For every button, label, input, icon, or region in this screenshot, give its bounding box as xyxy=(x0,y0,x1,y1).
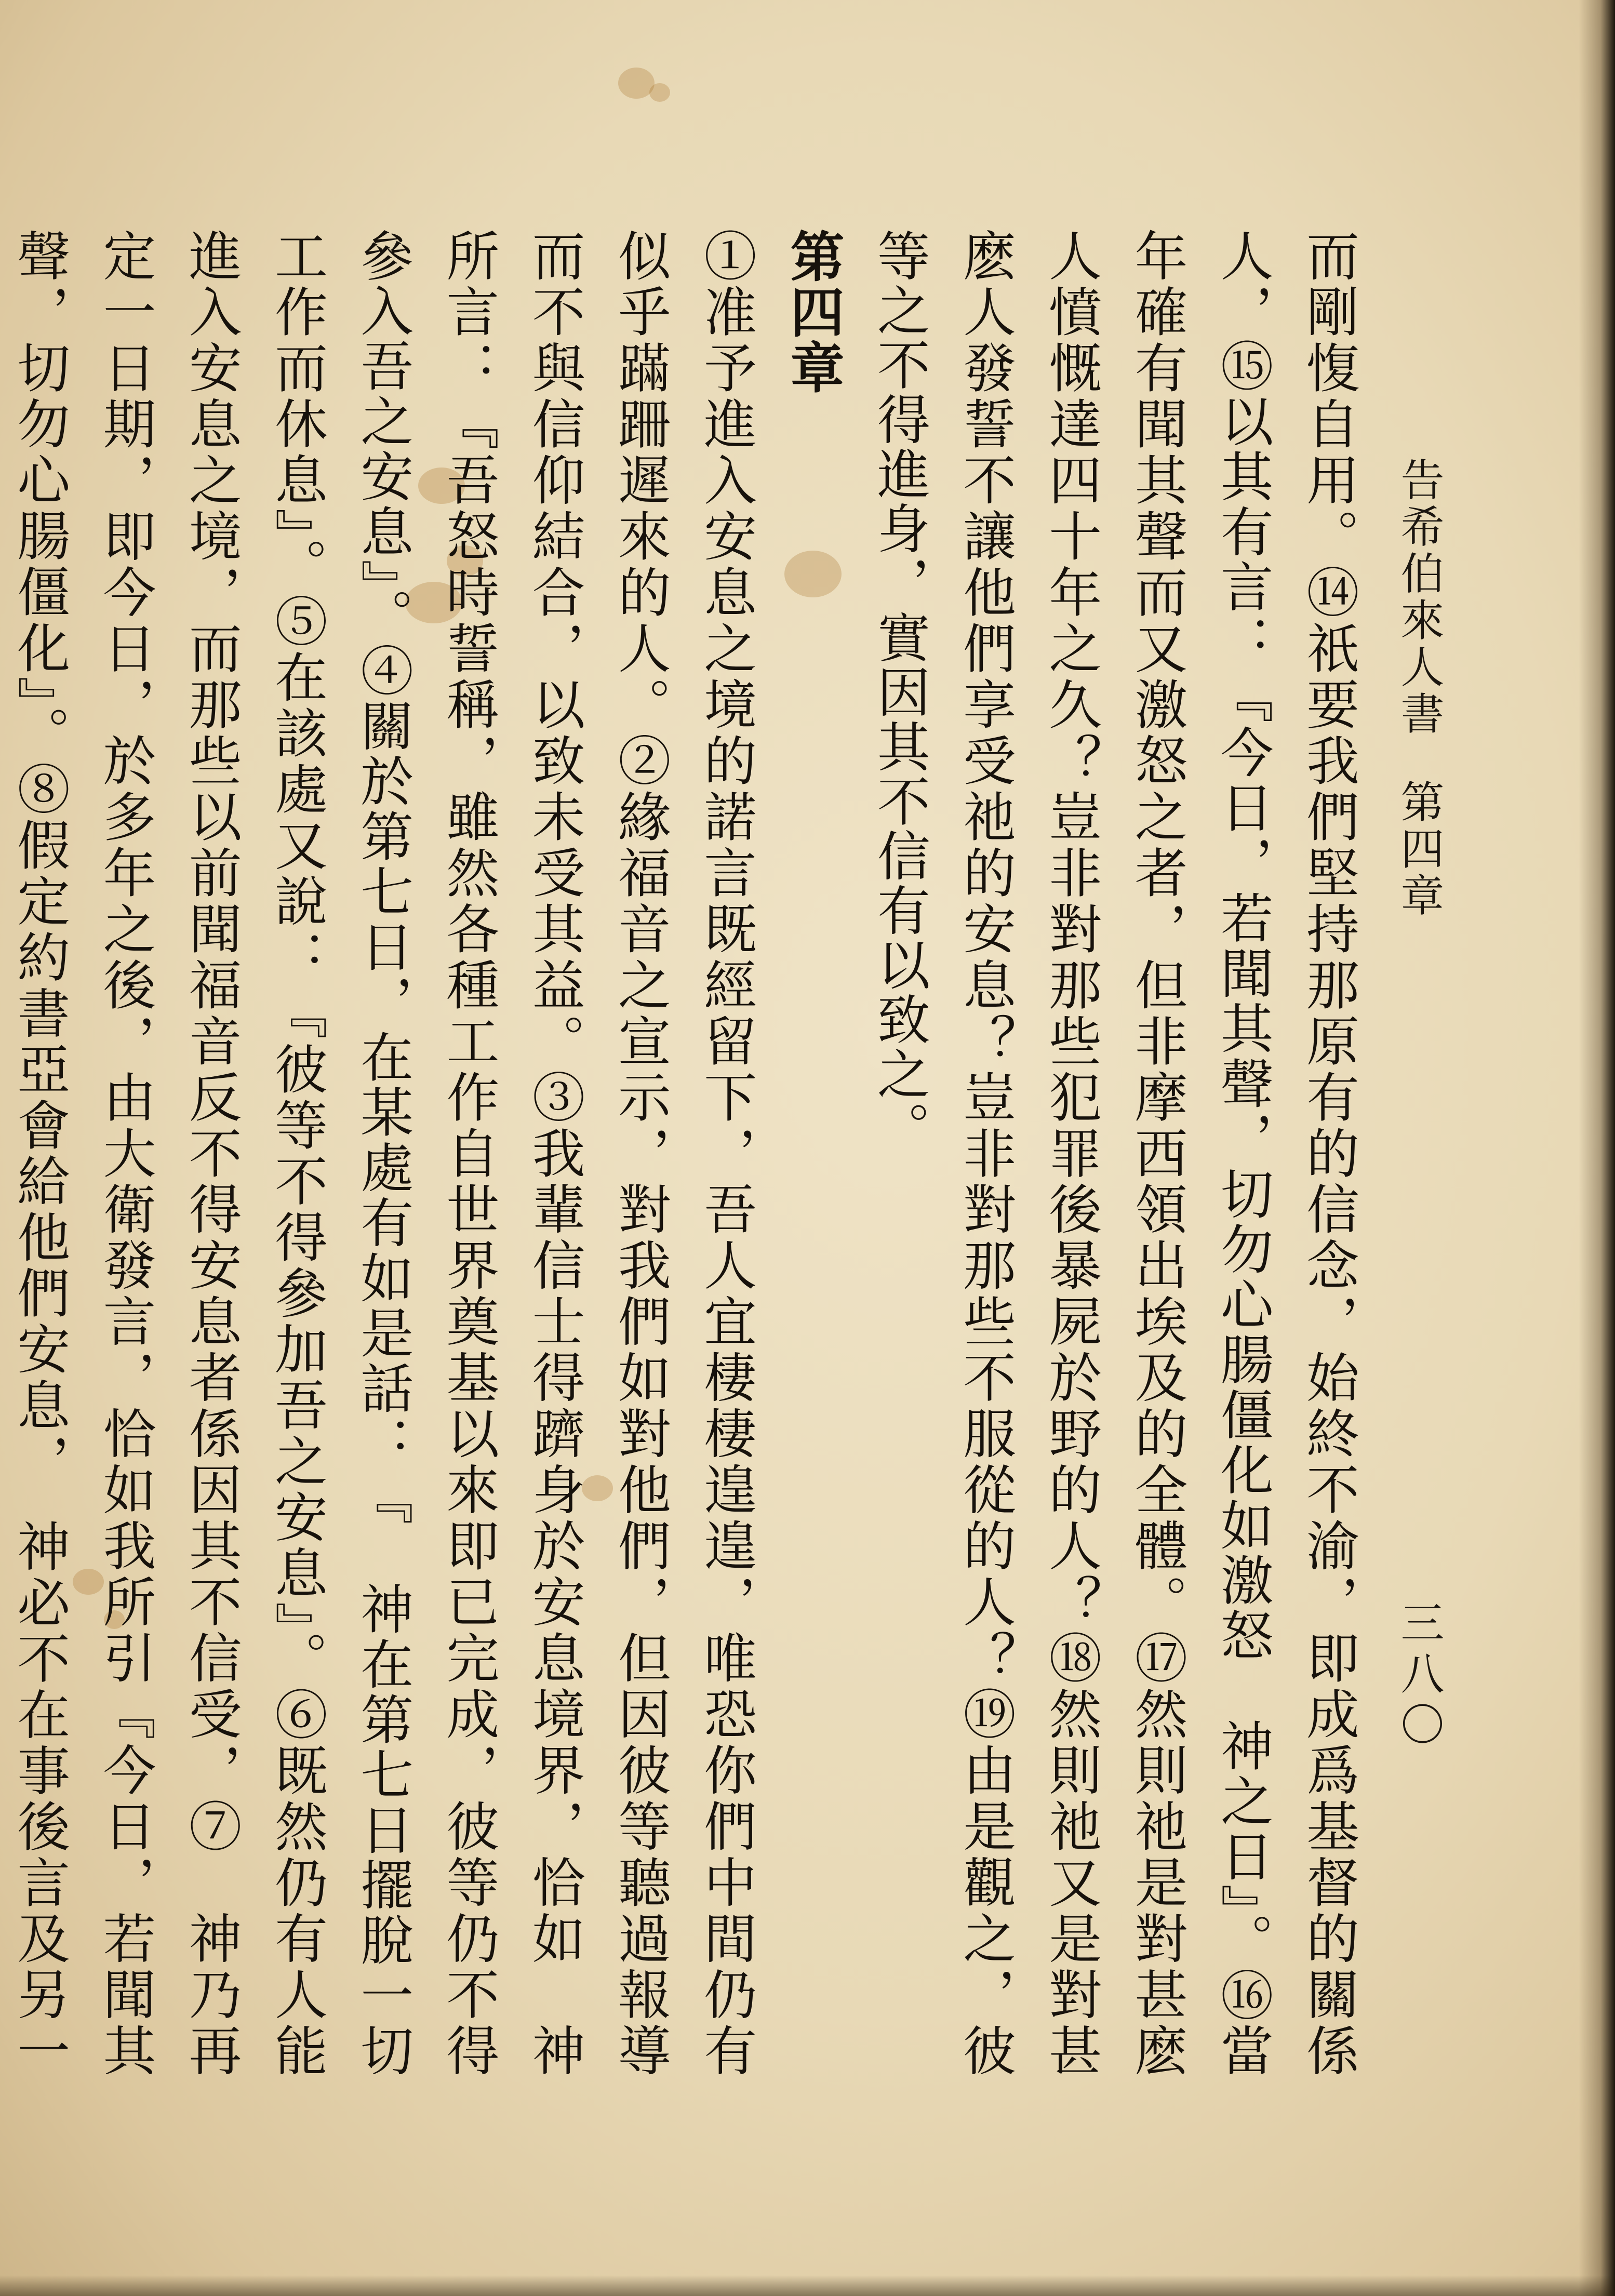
chapter-heading: 第四章 xyxy=(781,229,845,395)
running-chapter: 第四章 xyxy=(1394,779,1445,919)
page-number: 三八〇 xyxy=(1394,1600,1445,1753)
page-edge-shadow xyxy=(0,2275,1615,2296)
paper-stain xyxy=(649,83,670,102)
paragraph: ①准予進入安息之境的諾言既經留下，吾人宜棲棲遑遑，唯恐你們中間仍有似乎蹣跚遲來的人。②緣福音之宣示，對我們如對他們，但因彼等聽過報導而不與信仰結合，以致未受其益。③我輩信士得躋身於安息境界，恰如 神所言：『吾怒時誓稱，雖然各種工作自世界奠基以來即已完成，彼等仍不得參入吾之安息』。④關於第七日，在某處有如是話：『 神在第七日擺脫一切工作而休息』。⑤在該處又說：『彼等不得參加吾之安息』。⑥既然仍有人能進入安息之境，而那些以前聞福音反不得安息者係因其不信受，⑦ 神乃再定一日期，即今日，於多年之後，由大衛發言，恰如我所引『今日，若聞其聲，切勿心腸僵化』。⑧假定約書亞會給他們安息， 神必不在事後言及另一 xyxy=(8,229,757,2078)
running-title: 告希伯來人書 xyxy=(1394,457,1445,738)
body-text xyxy=(8,229,1371,2078)
paragraph: 而剛愎自用。⑭祇要我們堅持那原有的信念，始終不渝，即成爲基督的關係人，⑮以其有言：『今日，若聞其聲，切勿心腸僵化如激怒 神之日』。⑯當年確有聞其聲而又激怒之者，但非摩西領出埃及的全體。⑰然則祂是對甚麽人憤慨達四十年之久？豈非對那些犯罪後暴屍於野的人？⑱然則祂又是對甚麽人發誓不讓他們享受祂的安息？豈非對那些不服從的人？⑲由是觀之，彼等之不得進身，實因其不信有以致之。 xyxy=(868,229,1359,2078)
page-edge-shadow xyxy=(1579,0,1615,2296)
